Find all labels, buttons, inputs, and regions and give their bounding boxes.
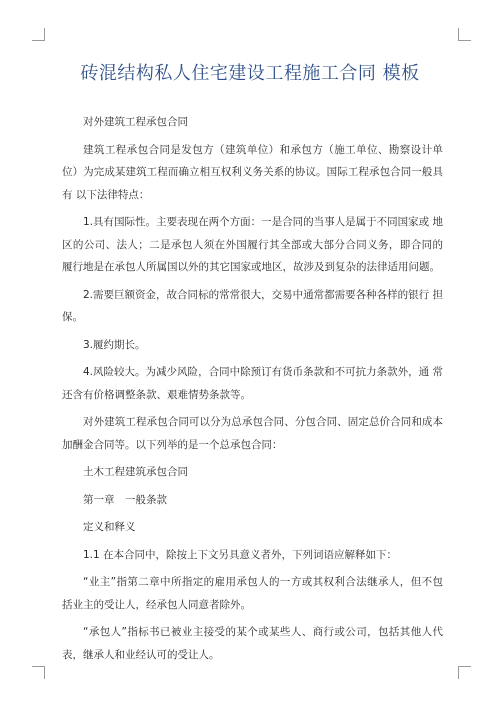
bottom-left-crop-mark (32, 666, 45, 679)
paragraph: 建筑工程承包合同是发包方（建筑单位）和承包方（施工单位、勘察设计单位）为完成某建筑工程而确立相互权利义务关系的协议。国际工程承包合同一般具有 以下法律特点： (62, 143, 443, 201)
chapter-heading: 第一章 一般条款 (83, 493, 167, 506)
top-left-crop-mark (32, 28, 45, 41)
paragraph: 对外建筑工程承包合同可以分为总承包合同、分包合同、固定总价合同和成本 加酬金合同等。以下列举的是一个总承包合同： (62, 416, 443, 451)
paragraph: 1.1 在本合同中，除按上下文另具意义者外，下列词语应解释如下： (83, 548, 398, 561)
paragraph: 土木工程建筑承包合同 (83, 466, 188, 478)
top-right-crop-mark (458, 28, 471, 41)
paragraph: “业主”指第二章中所指定的雇用承包人的一方或其权利合法继承人，但不包 括业主的受让人，经承包人同意者除外。 (62, 576, 443, 611)
document-title: 砖混结构私人住宅建设工程施工合同 模板 (80, 63, 420, 84)
paragraph: 1.具有国际性。主要表现在两个方面：一是合同的当事人是属于不同国家或 地区的公司、法人；二是承包人须在外国履行其全部或大部分合同义务，即合同的 履行地是在承包人所属国以外的其它国家或地区，故涉及到复杂的法律适用问题。 (62, 216, 443, 273)
section-heading: 定义和释义 (83, 521, 136, 533)
paragraph: 对外建筑工程承包合同 (83, 116, 188, 128)
paragraph: 4.风险较大。为减少风险，合同中除预订有货币条款和不可抗力条款外，通 常还含有价格调整条款、艰难情势条款等。 (62, 366, 443, 401)
document-body (62, 111, 443, 671)
paragraph: 2.需要巨额资金，故合同标的常常很大，交易中通常都需要各种各样的银行 担保。 (62, 288, 443, 323)
bottom-right-crop-mark (458, 666, 471, 679)
paragraph: “承包人”指标书已被业主接受的某个或某些人、商行或公司，包括其他人代 表，继承人和业经认可的受让人。 (62, 626, 443, 661)
paragraph: 3.履约期长。 (83, 338, 146, 351)
